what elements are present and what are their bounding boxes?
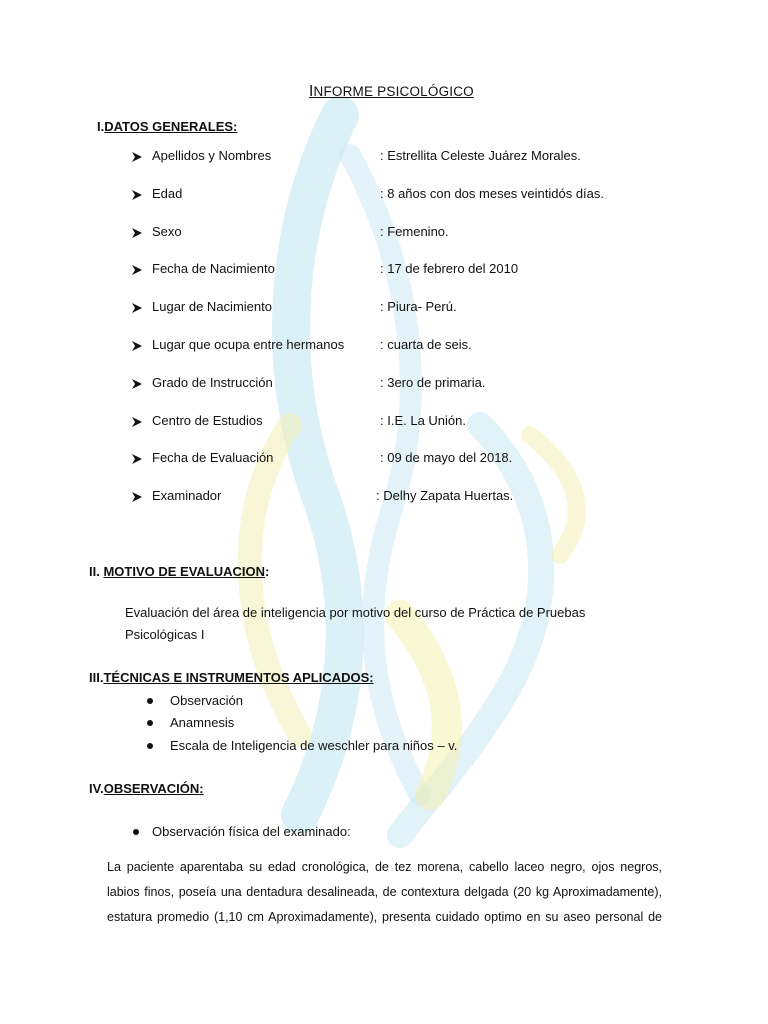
section-number: II.: [89, 564, 100, 579]
field-value: : Femenino.: [380, 224, 449, 239]
paragraph-line: La paciente aparentaba su edad cronológica, de tez morena, cabello laceo negro, ojos negros,: [107, 860, 662, 874]
bullet-icon: [147, 743, 153, 749]
arrow-bullet-icon: [131, 150, 143, 162]
field-label: Lugar de Nacimiento: [152, 299, 272, 314]
field-label: Edad: [152, 186, 183, 201]
field-value: : Delhy Zapata Huertas.: [376, 488, 514, 503]
field-value: : 09 de mayo del 2018.: [380, 450, 513, 465]
section-title: MOTIVO DE EVALUACION: [103, 564, 266, 579]
technique-item: Observación: [170, 693, 243, 708]
field-label: Centro de Estudios: [152, 413, 263, 428]
arrow-bullet-icon: [131, 415, 143, 427]
field-value: : Estrellita Celeste Juárez Morales.: [380, 148, 581, 163]
section-title: TÉCNICAS E INSTRUMENTOS APLICADOS:: [103, 670, 374, 685]
section-number: IV.: [89, 781, 104, 796]
paragraph-line: estatura promedio (1,10 cm Aproximadamente), presenta cuidado optimo en su aseo personal de: [107, 910, 662, 924]
field-label: Grado de Instrucción: [152, 375, 273, 390]
section-2-heading: II. MOTIVO DE EVALUACION:: [89, 564, 270, 579]
arrow-bullet-icon: [131, 490, 143, 502]
technique-item: Anamnesis: [170, 715, 235, 730]
paragraph-line: labios finos, poseía una dentadura desalineada, de contextura delgada (20 kg Aproximadamente),: [107, 885, 662, 899]
bullet-icon: [147, 720, 153, 726]
arrow-bullet-icon: [131, 377, 143, 389]
observation-subitem: Observación física del examinado:: [152, 824, 351, 839]
arrow-bullet-icon: [131, 226, 143, 238]
motive-text-line-2: Psicológicas I: [125, 627, 205, 642]
field-label: Sexo: [152, 224, 182, 239]
field-value: : I.E. La Unión.: [380, 413, 466, 428]
arrow-bullet-icon: [131, 452, 143, 464]
field-label: Fecha de Nacimiento: [152, 261, 275, 276]
section-title: DATOS GENERALES:: [104, 119, 238, 134]
bullet-icon: [147, 698, 153, 704]
section-title: OBSERVACIÓN:: [103, 781, 204, 796]
arrow-bullet-icon: [131, 263, 143, 275]
field-value: : Piura- Perú.: [380, 299, 457, 314]
section-number: I.: [97, 119, 105, 134]
arrow-bullet-icon: [131, 339, 143, 351]
arrow-bullet-icon: [131, 188, 143, 200]
field-label: Lugar que ocupa entre hermanos: [152, 337, 345, 352]
section-number: III.: [89, 670, 104, 685]
field-label: Examinador: [152, 488, 222, 503]
observation-paragraph: [107, 855, 662, 930]
field-value: : 8 años con dos meses veintidós días.: [380, 186, 605, 201]
field-label: Apellidos y Nombres: [152, 148, 272, 163]
field-label: Fecha de Evaluación: [152, 450, 274, 465]
section-4-heading: [89, 781, 204, 797]
field-value: : 17 de febrero del 2010: [380, 261, 519, 276]
field-value: : cuarta de seis.: [380, 337, 472, 352]
section-1-heading: [97, 119, 237, 135]
bullet-icon: [133, 829, 139, 835]
technique-item: Escala de Inteligencia de weschler para niños – v.: [170, 738, 458, 753]
field-value: : 3ero de primaria.: [380, 375, 486, 390]
section-3-heading: [89, 670, 374, 686]
motive-text-line-1: Evaluación del área de inteligencia por motivo del curso de Práctica de Pruebas: [125, 605, 586, 620]
document-title: INFORME PSICOLÓGICO: [309, 83, 474, 100]
arrow-bullet-icon: [131, 301, 143, 313]
